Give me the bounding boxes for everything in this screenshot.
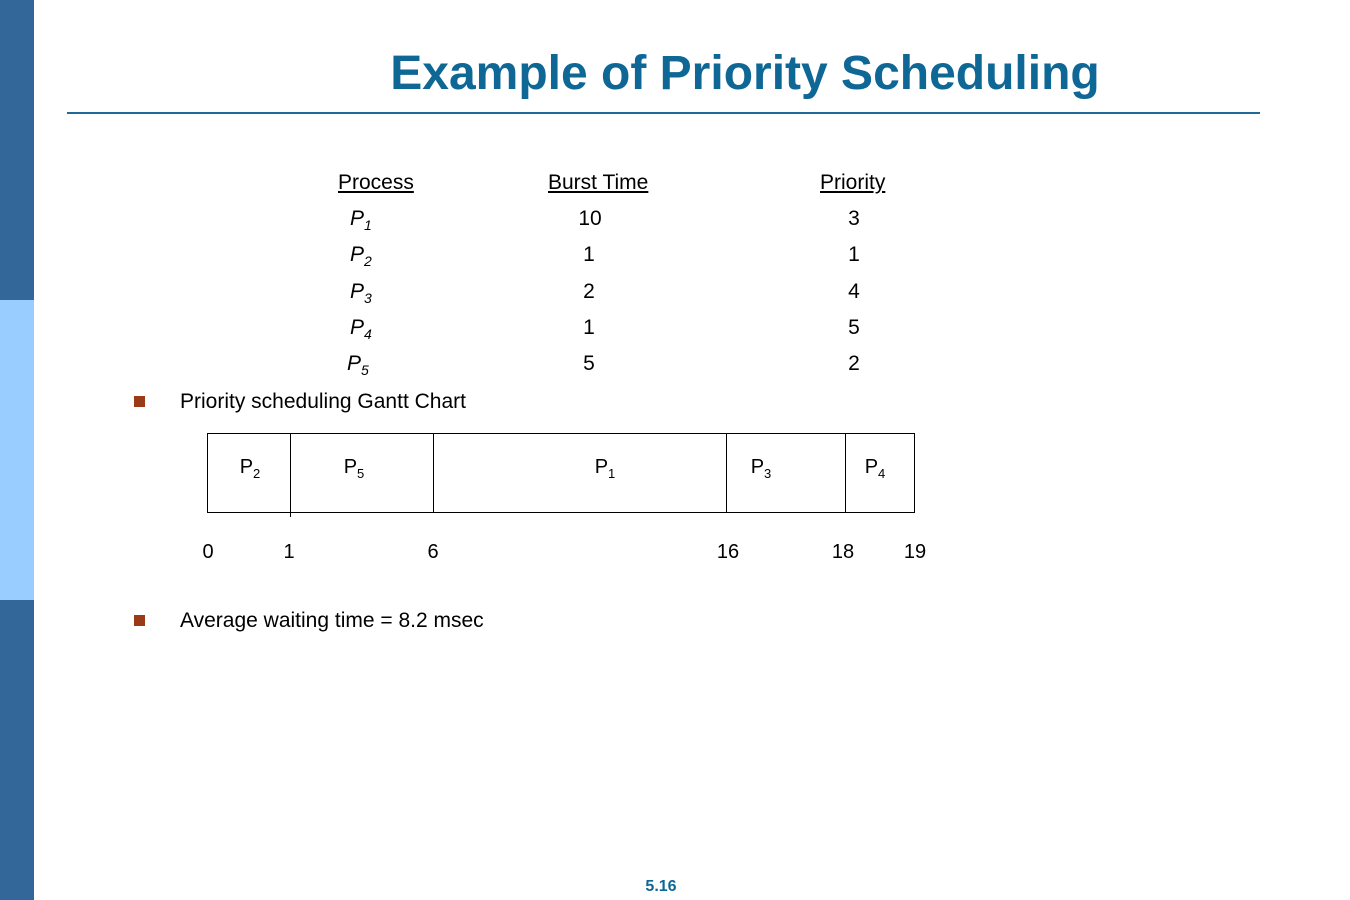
priority-cell: 3 (848, 207, 860, 230)
gantt-chart (207, 433, 915, 513)
side-bar-middle (0, 300, 34, 600)
gantt-segment-label (344, 457, 365, 480)
gantt-tick: 16 (716, 541, 740, 563)
priority-cell: 5 (848, 316, 860, 339)
segment-sub: 2 (253, 466, 261, 481)
process-cell (350, 281, 372, 305)
process-sub: 1 (364, 217, 372, 233)
segment-letter: P (594, 456, 609, 478)
priority-cell: 2 (848, 352, 860, 375)
segment-sub: 4 (878, 466, 886, 481)
gantt-divider (726, 433, 727, 513)
segment-letter: P (864, 456, 879, 478)
gantt-tick: 18 (831, 541, 855, 563)
segment-letter: P (343, 456, 358, 478)
process-sub: 2 (364, 253, 372, 269)
process-letter: P (350, 207, 365, 230)
segment-letter: P (750, 456, 765, 478)
burst-cell: 10 (578, 207, 602, 230)
process-cell (347, 353, 369, 377)
bullet-square-icon (134, 615, 145, 626)
process-cell (350, 317, 372, 341)
page-number: 5.16 (645, 878, 677, 895)
gantt-tick: 0 (202, 541, 214, 563)
title-rule (67, 112, 1260, 114)
priority-cell: 1 (848, 243, 860, 266)
header-burst-time: Burst Time (548, 171, 649, 194)
burst-cell: 5 (583, 352, 595, 375)
segment-letter: P (239, 456, 254, 478)
side-bar-bottom (0, 600, 34, 900)
gantt-divider (290, 433, 291, 517)
avg-waiting-text: Average waiting time = 8.2 msec (180, 609, 484, 632)
segment-sub: 5 (357, 466, 365, 481)
gantt-tick: 19 (903, 541, 927, 563)
gantt-bullet-text: Priority scheduling Gantt Chart (180, 390, 466, 413)
burst-cell: 2 (583, 280, 595, 303)
process-letter: P (347, 352, 362, 375)
side-bar-top (0, 0, 34, 300)
header-process: Process (338, 171, 414, 194)
slide-title: Example of Priority Scheduling (390, 47, 1100, 100)
process-letter: P (350, 243, 365, 266)
gantt-segment-label (240, 457, 261, 480)
gantt-tick: 6 (427, 541, 439, 563)
process-sub: 5 (361, 362, 369, 378)
process-letter: P (350, 316, 365, 339)
process-cell (350, 244, 372, 268)
process-sub: 4 (364, 326, 372, 342)
process-letter: P (350, 280, 365, 303)
header-priority: Priority (820, 171, 886, 194)
process-sub: 3 (364, 290, 372, 306)
bullet-square-icon (134, 396, 145, 407)
burst-cell: 1 (583, 316, 595, 339)
burst-cell: 1 (583, 243, 595, 266)
priority-cell: 4 (848, 280, 860, 303)
process-cell (350, 208, 372, 232)
segment-sub: 1 (608, 466, 616, 481)
gantt-tick: 1 (283, 541, 295, 563)
side-bar (0, 0, 34, 900)
segment-sub: 3 (764, 466, 772, 481)
gantt-divider (845, 433, 846, 513)
gantt-segment-label (865, 457, 886, 480)
gantt-segment-label (751, 457, 772, 480)
gantt-segment-label (595, 457, 616, 480)
gantt-divider (433, 433, 434, 513)
